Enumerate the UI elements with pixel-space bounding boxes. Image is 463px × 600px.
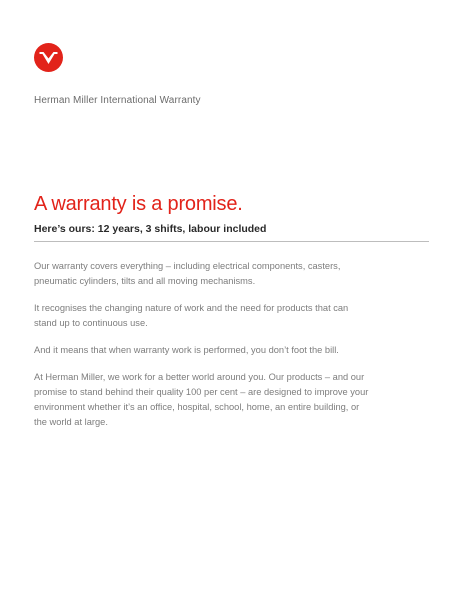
- herman-miller-m-icon: [39, 51, 58, 65]
- divider: [34, 241, 429, 242]
- document-label: Herman Miller International Warranty: [34, 95, 201, 106]
- body-paragraph: And it means that when warranty work is performed, you don’t foot the bill.: [34, 345, 339, 355]
- herman-miller-logo: [34, 43, 63, 72]
- body-text: [34, 259, 369, 442]
- body-paragraph: At Herman Miller, we work for a better world around you. Our products – and our promise to stand behind their quality 100 per cent – are designed to improve your environment whether it’s an office, hospital, school, home, an entire building, or the world at large.: [34, 372, 369, 427]
- body-paragraph: Our warranty covers everything – including electrical components, casters, pneumatic cylinders, tilts and all moving mechanisms.: [34, 261, 341, 286]
- page-subheadline: Here’s ours: 12 years, 3 shifts, labour included: [34, 223, 267, 235]
- page-headline: A warranty is a promise.: [34, 193, 243, 215]
- body-paragraph: It recognises the changing nature of work and the need for products that can stand up to continuous use.: [34, 303, 349, 328]
